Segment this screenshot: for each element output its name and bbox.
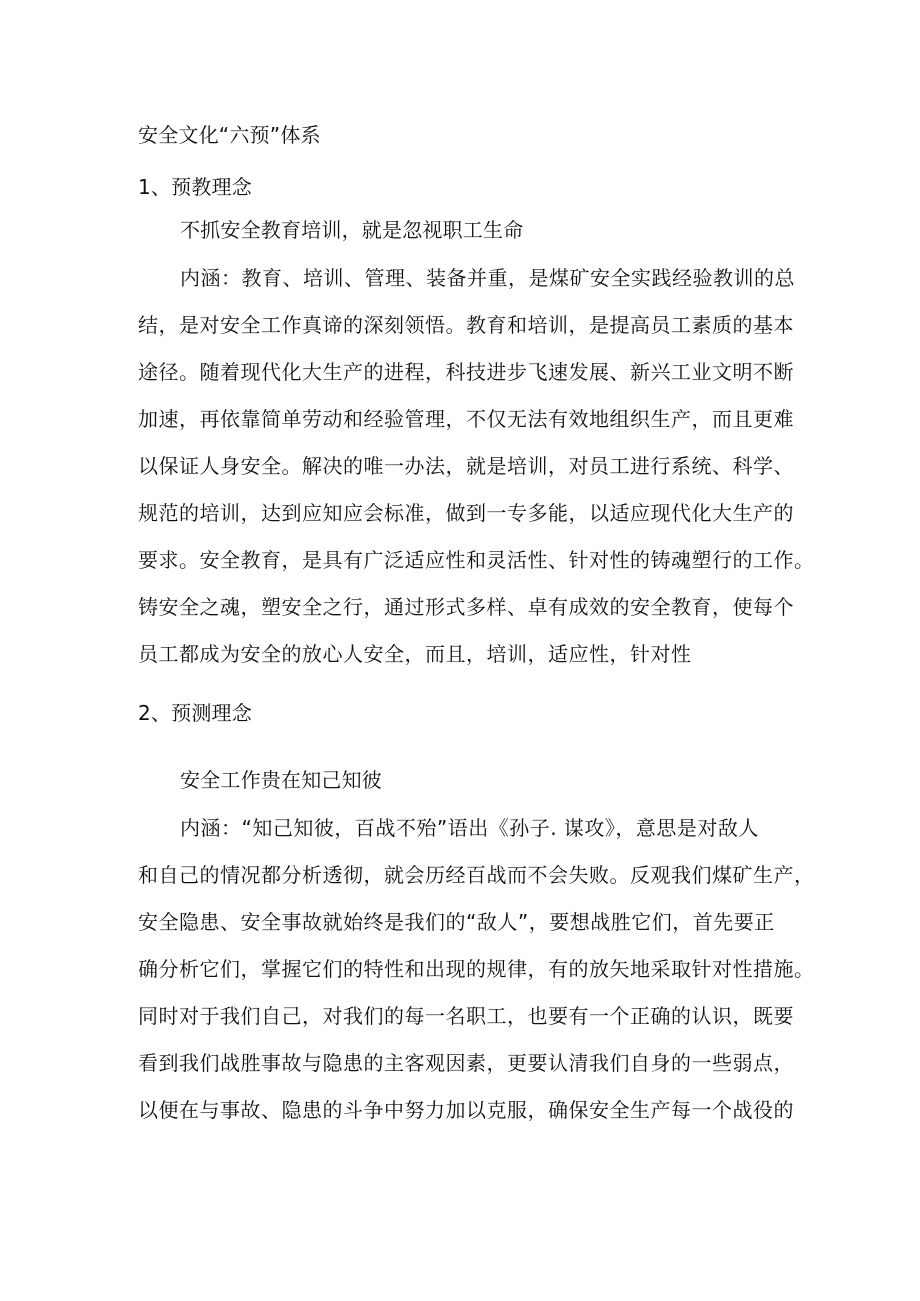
section-1-heading: 1、预教理念: [138, 175, 252, 199]
section-2-body-line: 内涵：“知己知彼，百战不殆”语出《孙子. 谋攻》，意思是对敌人: [180, 816, 759, 840]
section-2-body-line: 和自己的情况都分析透彻，就会历经百战而不会失败。反观我们煤矿生产，: [138, 863, 815, 887]
section-2-body-line: 安全隐患、安全事故就始终是我们的“敌人”，要想战胜它们，首先要正: [138, 910, 775, 934]
document-title: 安全文化“六预”体系: [138, 123, 321, 147]
section-1-body-line: 途径。随着现代化大生产的进程，科技进步飞速发展、新兴工业文明不断: [138, 360, 794, 384]
section-2-body-line: 看到我们战胜事故与隐患的主客观因素，更要认清我们自身的一些弱点，: [138, 1051, 794, 1075]
section-1-motto: 不抓安全教育培训，就是忽视职工生命: [180, 218, 524, 242]
section-2-body-line: 确分析它们，掌握它们的特性和出现的规律，有的放矢地采取针对性措施。: [138, 957, 815, 981]
section-1-body-line: 结，是对安全工作真谛的深刻领悟。教育和培训，是提高员工素质的基本: [138, 313, 794, 337]
section-2-body-line: 以便在与事故、隐患的斗争中努力加以克服，确保安全生产每一个战役的: [138, 1098, 794, 1122]
section-1-body-line: 规范的培训，达到应知应会标准，做到一专多能，以适应现代化大生产的: [138, 501, 794, 525]
section-1-body-line: 员工都成为安全的放心人安全，而且，培训，适应性，针对性: [138, 642, 692, 666]
section-1-body-line: 加速，再依靠简单劳动和经验管理，不仅无法有效地组织生产，而且更难: [138, 407, 794, 431]
section-2-heading: 2、预测理念: [138, 701, 252, 725]
section-1-body-line: 要求。安全教育，是具有广泛适应性和灵活性、针对性的铸魂塑行的工作。: [138, 548, 815, 572]
section-2-body-line: 同时对于我们自己，对我们的每一名职工，也要有一个正确的认识，既要: [138, 1004, 794, 1028]
section-1-body-line: 内涵：教育、培训、管理、装备并重，是煤矿安全实践经验教训的总: [180, 266, 795, 290]
section-1-body-line: 以保证人身安全。解决的唯一办法，就是培训，对员工进行系统、科学、: [138, 454, 794, 478]
section-2-motto: 安全工作贵在知己知彼: [180, 768, 382, 792]
section-1-body-line: 铸安全之魂，塑安全之行，通过形式多样、卓有成效的安全教育，使每个: [138, 595, 794, 619]
